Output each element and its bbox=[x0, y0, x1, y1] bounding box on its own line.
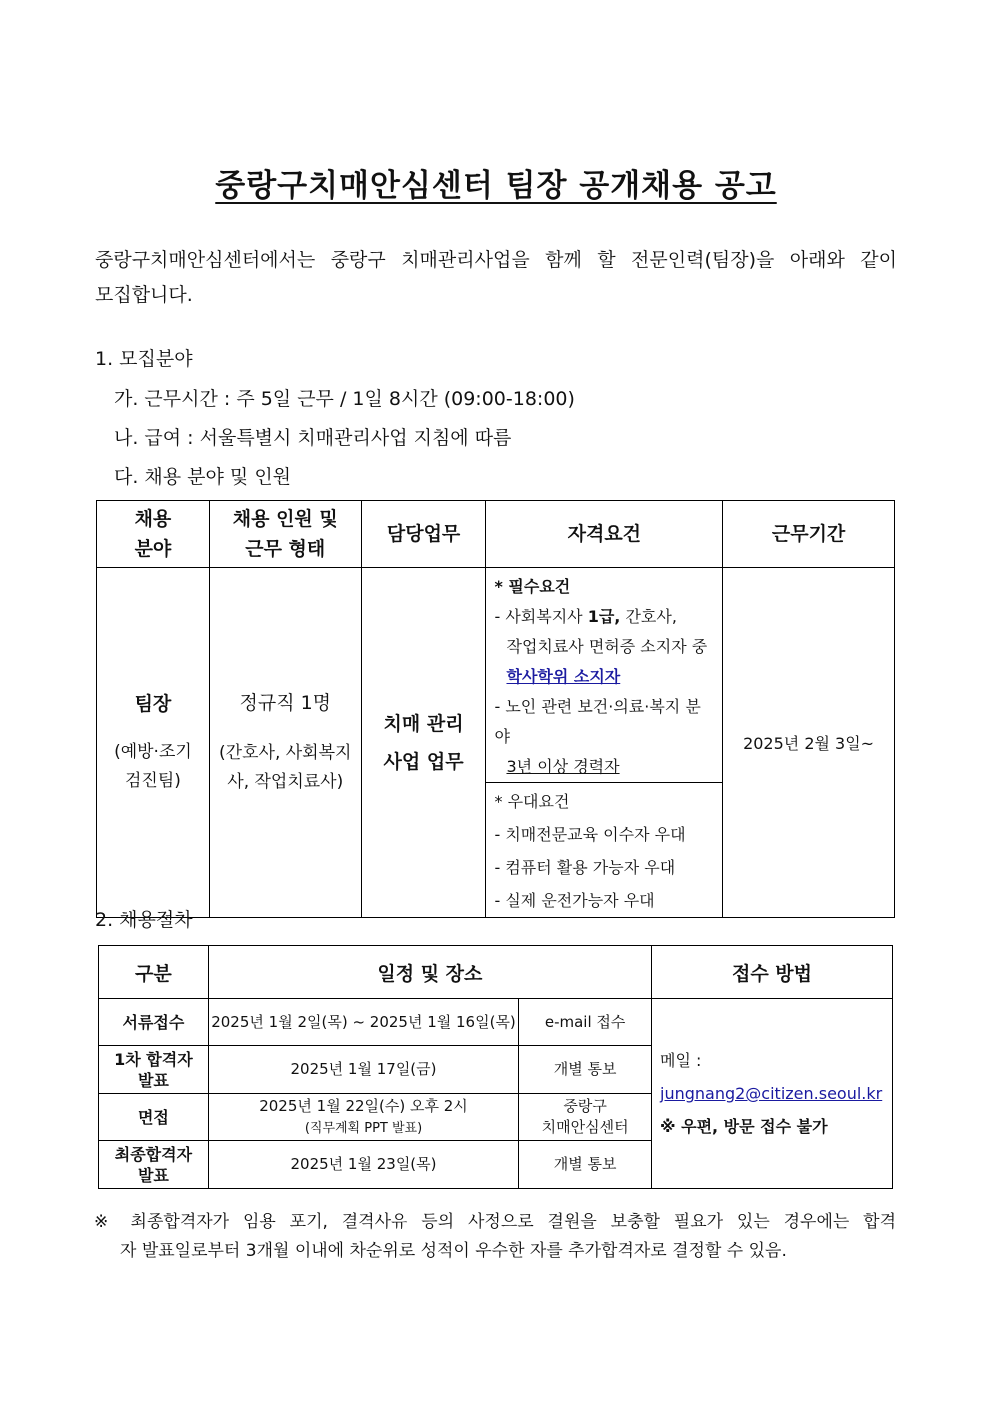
field-sub: (예방·조기 검진팀) bbox=[114, 742, 192, 791]
period-cell: 2025년 2월 3일~ bbox=[723, 568, 895, 918]
header-category: 구분 bbox=[99, 946, 209, 999]
field-main: 팀장 bbox=[134, 693, 172, 715]
required-item-1-cont: 작업치료사 면허증 소지자 중 bbox=[506, 637, 708, 656]
procedure-row-documents bbox=[99, 999, 893, 1046]
section1-item-hours: 가. 근무시간 : 주 5일 근무 / 1일 8시간 (09:00-18:00) bbox=[114, 388, 575, 410]
section1-heading: 1. 모집분야 bbox=[95, 348, 193, 370]
staff-sub: (간호사, 사회복지 사, 작업치료사) bbox=[219, 743, 352, 792]
footnote-line-1: ※ 최종합격자가 임용 포기, 결격사유 등의 사정으로 결원을 보충할 필요가 있는 경우에는 합격 bbox=[94, 1212, 896, 1232]
row-label: 서류접수 bbox=[99, 999, 209, 1046]
header-schedule: 일정 및 장소 bbox=[208, 946, 651, 999]
required-item-1-degree: 학사학위 소지자 bbox=[506, 667, 621, 686]
staff-cell bbox=[209, 568, 361, 918]
row-place: e-mail 접수 bbox=[519, 999, 652, 1046]
required-item-2-cont: 3년 이상 경력자 bbox=[506, 757, 620, 776]
preferred-title: * 우대요건 bbox=[494, 792, 570, 811]
mail-link[interactable]: jungnang2@citizen.seoul.kr bbox=[660, 1084, 883, 1103]
header-duty: 담당업무 bbox=[361, 501, 486, 568]
preferred-item-3: - 실제 운전가능자 우대 bbox=[494, 891, 655, 910]
row-date: 2025년 1월 23일(목) bbox=[208, 1141, 518, 1189]
mail-address[interactable] bbox=[660, 1077, 892, 1110]
duty-cell bbox=[361, 568, 486, 918]
row-date: 2025년 1월 2일(목) ~ 2025년 1월 16일(목) bbox=[208, 999, 518, 1046]
row-label: 면접 bbox=[99, 1094, 209, 1141]
notice-title: 중랑구치매안심센터 팀장 공개채용 공고 bbox=[215, 168, 777, 204]
header-staff: 채용 인원 및 근무 형태 bbox=[209, 501, 361, 568]
header-field: 채용 분야 bbox=[97, 501, 210, 568]
intro-line-2: 모집합니다. bbox=[95, 284, 193, 306]
row-label: 1차 합격자 발표 bbox=[99, 1046, 209, 1094]
row-label: 최종합격자 발표 bbox=[99, 1141, 209, 1189]
section1-item-salary: 나. 급여 : 서울특별시 치매관리사업 지침에 따름 bbox=[114, 427, 512, 449]
row-place: 개별 통보 bbox=[519, 1046, 652, 1094]
row-place: 개별 통보 bbox=[519, 1141, 652, 1189]
application-method-cell bbox=[652, 999, 893, 1189]
header-period: 근무기간 bbox=[723, 501, 895, 568]
procedure-header-row bbox=[99, 946, 893, 999]
field-cell bbox=[97, 568, 210, 918]
intro-line-1: 중랑구치매안심센터에서는 중랑구 치매관리사업을 함께 할 전문인력(팀장)을 아래와 같이 bbox=[95, 249, 897, 271]
procedure-table bbox=[98, 945, 893, 1189]
section2-heading: 2. 채용절차 bbox=[95, 909, 193, 931]
row-date: 2025년 1월 17일(금) bbox=[208, 1046, 518, 1094]
positions-table bbox=[96, 500, 895, 918]
required-qualifications bbox=[486, 568, 723, 783]
required-item-2: - 노인 관련 보건·의료·복지 분야 bbox=[494, 697, 701, 746]
preferred-qualifications bbox=[486, 783, 723, 918]
preferred-item-1: - 치매전문교육 이수자 우대 bbox=[494, 825, 686, 844]
preferred-item-2: - 컴퓨터 활용 가능자 우대 bbox=[494, 858, 676, 877]
positions-row bbox=[97, 568, 895, 783]
staff-main: 정규직 1명 bbox=[239, 692, 332, 714]
row-date: 2025년 1월 22일(수) 오후 2시 (직무계획 PPT 발표) bbox=[208, 1094, 518, 1141]
header-qualification: 자격요건 bbox=[486, 501, 723, 568]
footnote-line-2: 자 발표일로부터 3개월 이내에 차순위로 성적이 우수한 자를 추가합격자로 결정할 수 있음. bbox=[120, 1241, 787, 1261]
duty-text: 치매 관리 사업 업무 bbox=[383, 712, 464, 773]
section1-item-positions: 다. 채용 분야 및 인원 bbox=[114, 466, 292, 488]
header-method: 접수 방법 bbox=[652, 946, 893, 999]
required-title: * 필수요건 bbox=[494, 577, 571, 596]
intro-paragraph bbox=[95, 243, 897, 313]
positions-header-row bbox=[97, 501, 895, 568]
mail-notice: ※ 우편, 방문 접수 불가 bbox=[660, 1117, 828, 1136]
footnote bbox=[94, 1208, 896, 1266]
row-place: 중랑구 치매안심센터 bbox=[519, 1094, 652, 1141]
required-item-1: - 사회복지사 1급, 간호사, bbox=[494, 607, 677, 626]
mail-label: 메일 : bbox=[660, 1051, 702, 1070]
